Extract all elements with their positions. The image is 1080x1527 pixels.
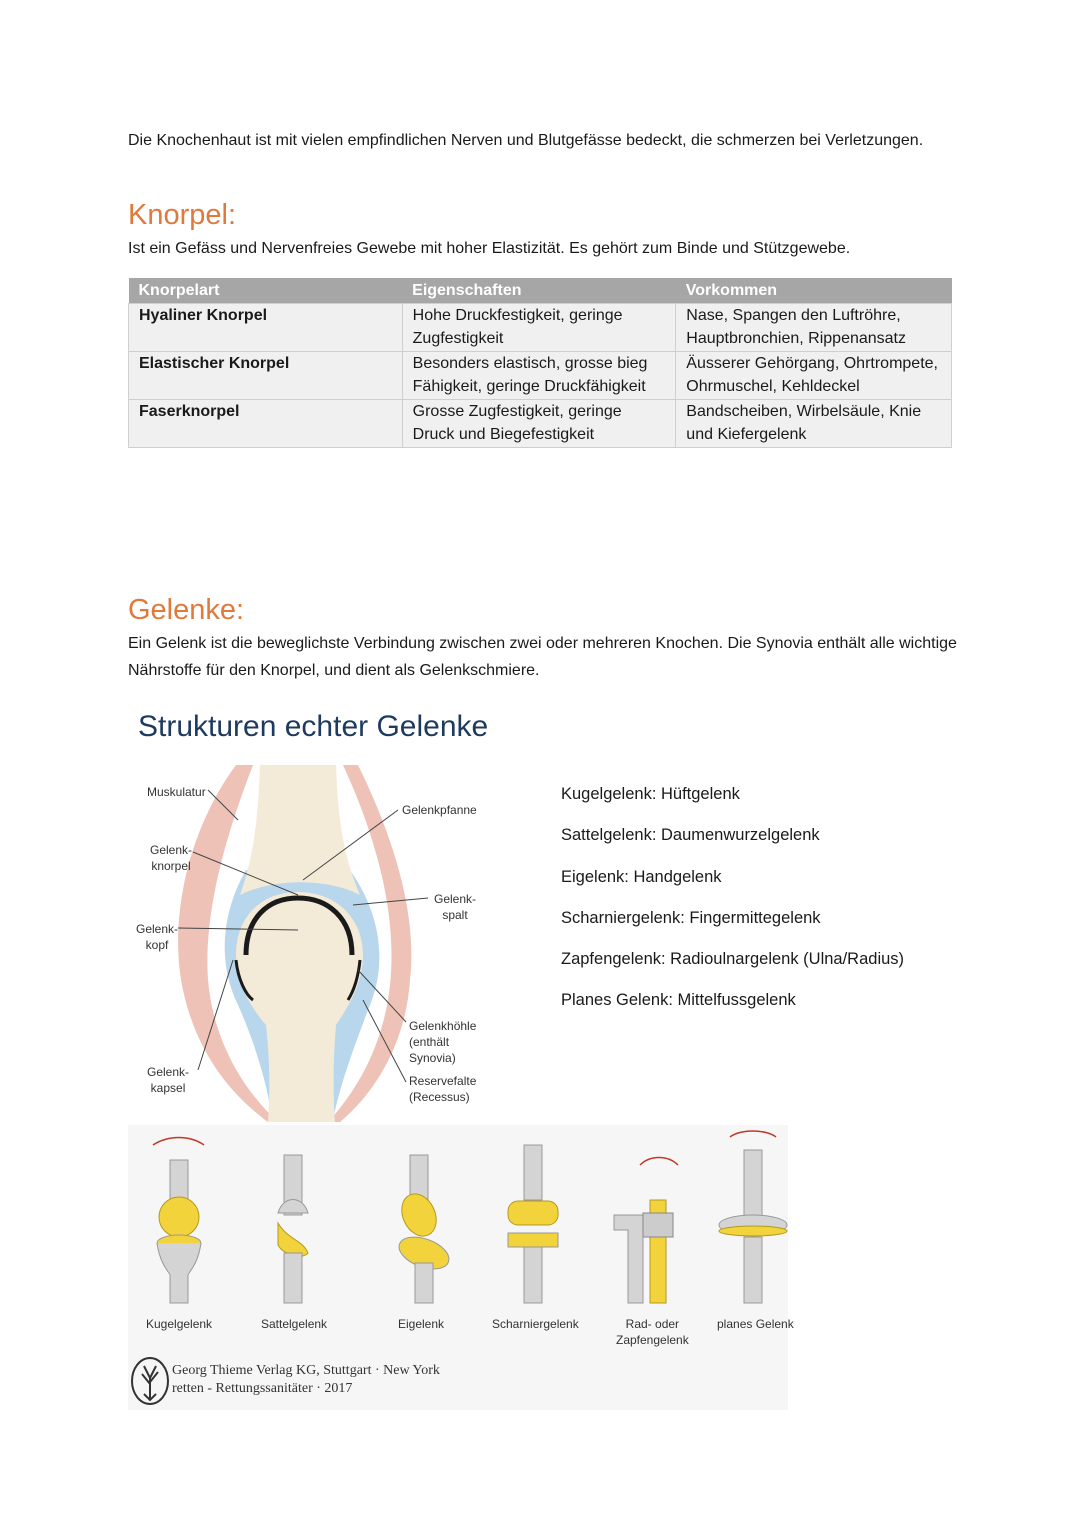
joint-type-label: Eigelenk	[398, 1317, 445, 1331]
table-cell: Äusserer Gehörgang, Ohrtrompete, Ohrmuschel, Kehldeckel	[676, 351, 952, 399]
table-cell: Nase, Spangen den Luftröhre, Hauptbronchien, Rippenansatz	[676, 303, 952, 351]
table-cell: Hohe Druckfestigkeit, geringe Zugfestigkeit	[402, 303, 676, 351]
table-header: Eigenschaften	[402, 278, 676, 303]
table-cell: Elastischer Knorpel	[129, 351, 403, 399]
label-gelenkknorpel: Gelenk- knorpel	[150, 843, 193, 873]
label-gelenkpfanne: Gelenkpfanne	[402, 803, 477, 817]
table-cell: Hyaliner Knorpel	[129, 303, 403, 351]
credit-publisher: Georg Thieme Verlag KG, Stuttgart · New York	[172, 1363, 440, 1378]
tree-logo-icon	[130, 1356, 170, 1406]
upper-bone	[240, 765, 360, 895]
table-header-row	[129, 278, 952, 303]
joint-list-item: Kugelgelenk: Hüftgelenk	[561, 785, 740, 803]
joint-type-label: Rad- oder Zapfengelenk	[616, 1317, 689, 1347]
joint-type-label: planes Gelenk	[717, 1317, 794, 1331]
table-header: Knorpelart	[129, 278, 403, 303]
label-muskulatur: Muskulatur	[147, 785, 206, 799]
label-gelenkkopf: Gelenk- kopf	[136, 922, 179, 952]
joint-list-item: Zapfengelenk: Radioulnargelenk (Ulna/Radius)	[561, 950, 905, 968]
gelenke-paragraph: Ein Gelenk ist die beweglichste Verbindung zwischen zwei oder mehreren Knochen. Die Synovia enthält alle wichtige Nährstoffe für den Knorpel, und dient als Gelenkschmiere.	[128, 635, 957, 679]
knorpel-table	[128, 278, 952, 448]
heading-gelenke: Gelenke:	[128, 594, 245, 626]
table-cell: Bandscheiben, Wirbelsäule, Knie und Kiefergelenk	[676, 399, 952, 447]
table-row	[129, 399, 952, 447]
table-cell: Faserknorpel	[129, 399, 403, 447]
joint-type-label: Sattelgelenk	[261, 1317, 328, 1331]
joint-list-item: Eigelenk: Handgelenk	[561, 868, 722, 886]
table-cell: Grosse Zugfestigkeit, geringe Druck und Biegefestigkeit	[402, 399, 676, 447]
figure-title: Strukturen echter Gelenke	[138, 710, 489, 743]
table-cell: Besonders elastisch, grosse bieg Fähigkeit, geringe Druckfähigkeit	[402, 351, 676, 399]
label-gelenkhoehle: Gelenkhöhle (enthält Synovia)	[409, 1019, 477, 1065]
joint-type-label: Scharniergelenk	[492, 1317, 579, 1331]
heading-knorpel: Knorpel:	[128, 199, 237, 231]
table-row	[129, 303, 952, 351]
joint-list-item: Sattelgelenk: Daumenwurzelgelenk	[561, 826, 820, 844]
table-row	[129, 351, 952, 399]
credit-source: retten - Rettungssanitäter · 2017	[172, 1381, 353, 1396]
table-header: Vorkommen	[676, 278, 952, 303]
label-gelenkspalt: Gelenk- spalt	[434, 892, 477, 922]
label-reservefalte: Reservefalte (Recessus)	[409, 1074, 477, 1104]
joint-list-item: Planes Gelenk: Mittelfussgelenk	[561, 991, 796, 1009]
joint-list-item: Scharniergelenk: Fingermittegelenk	[561, 909, 821, 927]
joint-type-label: Kugelgelenk	[146, 1317, 213, 1331]
label-gelenkkapsel: Gelenk- kapsel	[147, 1065, 190, 1095]
knorpel-paragraph: Ist ein Gefäss und Nervenfreies Gewebe mit hoher Elastizität. Es gehört zum Binde und Stützgewebe.	[128, 240, 851, 257]
intro-paragraph: Die Knochenhaut ist mit vielen empfindlichen Nerven und Blutgefässe bedeckt, die schmerzen bei Verletzungen.	[128, 132, 924, 149]
